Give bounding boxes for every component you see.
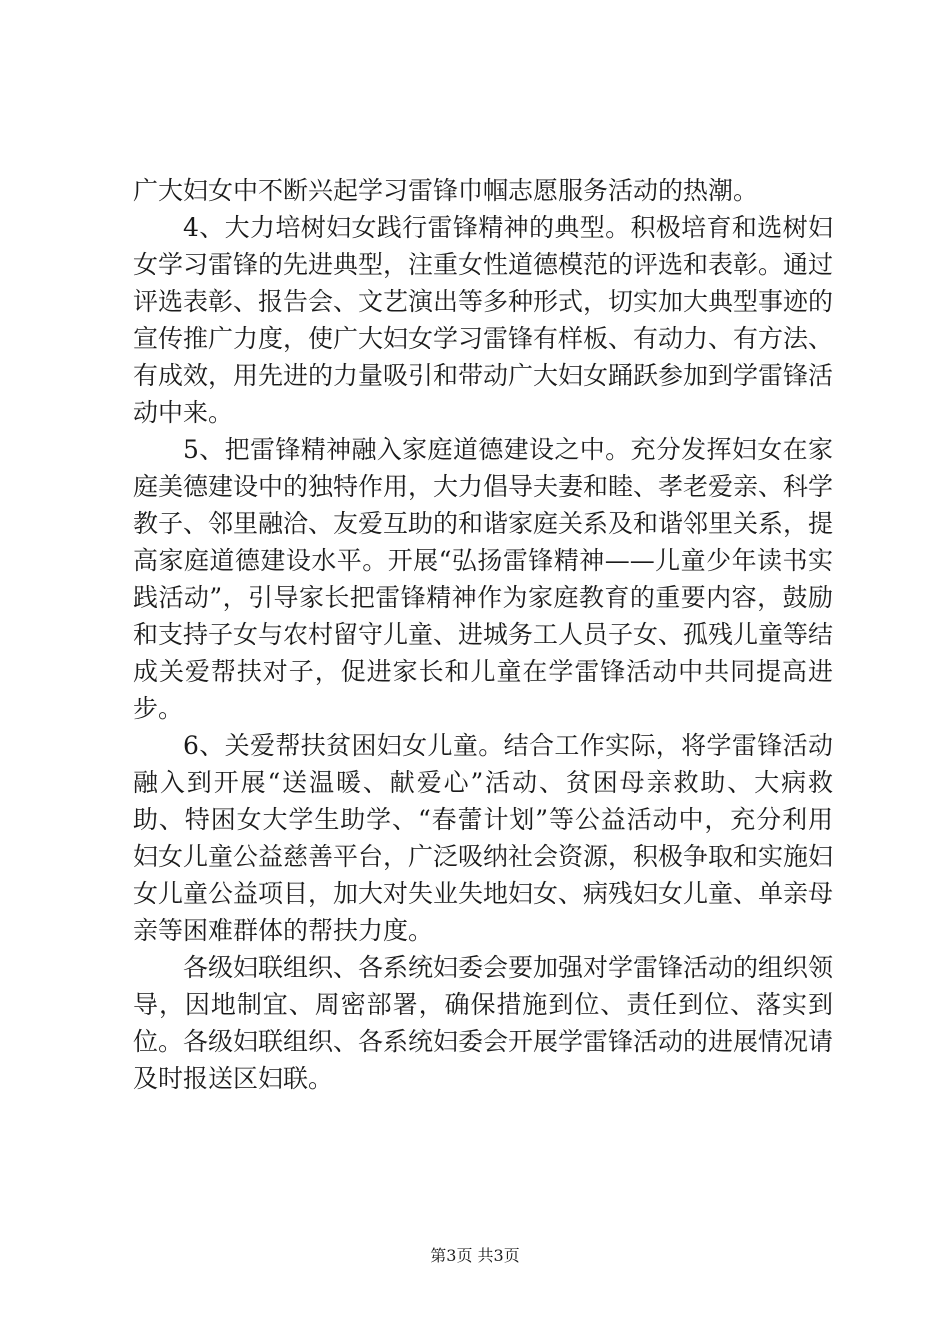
paragraph-item-4: 4、大力培树妇女践行雷锋精神的典型。积极培育和选树妇女学习雷锋的先进典型，注重女性道德模范的评选和表彰。通过评选表彰、报告会、文艺演出等多种形式，切实加大典型事迹的宣传推广力度，使广大妇女学习雷锋有样板、有动力、有方法、有成效，用先进的力量吸引和带动广大妇女踊跃参加到学雷锋活动中来。 bbox=[133, 213, 834, 427]
paragraph-closing: 各级妇联组织、各系统妇委会要加强对学雷锋活动的组织领导，因地制宜、周密部署，确保措施到位、责任到位、落实到位。各级妇联组织、各系统妇委会开展学雷锋活动的进展情况请及时报送区妇联。 bbox=[133, 953, 834, 1093]
paragraph-item-6: 6、关爱帮扶贫困妇女儿童。结合工作实际，将学雷锋活动融入到开展“送温暖、献爱心”活动、贫困母亲救助、大病救助、特困女大学生助学、“春蕾计划”等公益活动中，充分利用妇女儿童公益慈善平台，广泛吸纳社会资源，积极争取和实施妇女儿童公益项目，加大对失业失地妇女、病残妇女儿童、单亲母亲等困难群体的帮扶力度。 bbox=[133, 731, 834, 945]
paragraph-item-5: 5、把雷锋精神融入家庭道德建设之中。充分发挥妇女在家庭美德建设中的独特作用，大力倡导夫妻和睦、孝老爱亲、科学教子、邻里融洽、友爱互助的和谐家庭关系及和谐邻里关系，提高家庭道德建设水平。开展“弘扬雷锋精神——儿童少年读书实践活动”，引导家长把雷锋精神作为家庭教育的重要内容，鼓励和支持子女与农村留守儿童、进城务工人员子女、孤残儿童等结成关爱帮扶对子，促进家长和儿童在学雷锋活动中共同提高进步。 bbox=[133, 435, 834, 723]
paragraph-continuation: 广大妇女中不断兴起学习雷锋巾帼志愿服务活动的热潮。 bbox=[133, 176, 759, 205]
document-body bbox=[133, 172, 833, 1097]
page-footer: 第3页 共3页 bbox=[430, 1246, 520, 1265]
